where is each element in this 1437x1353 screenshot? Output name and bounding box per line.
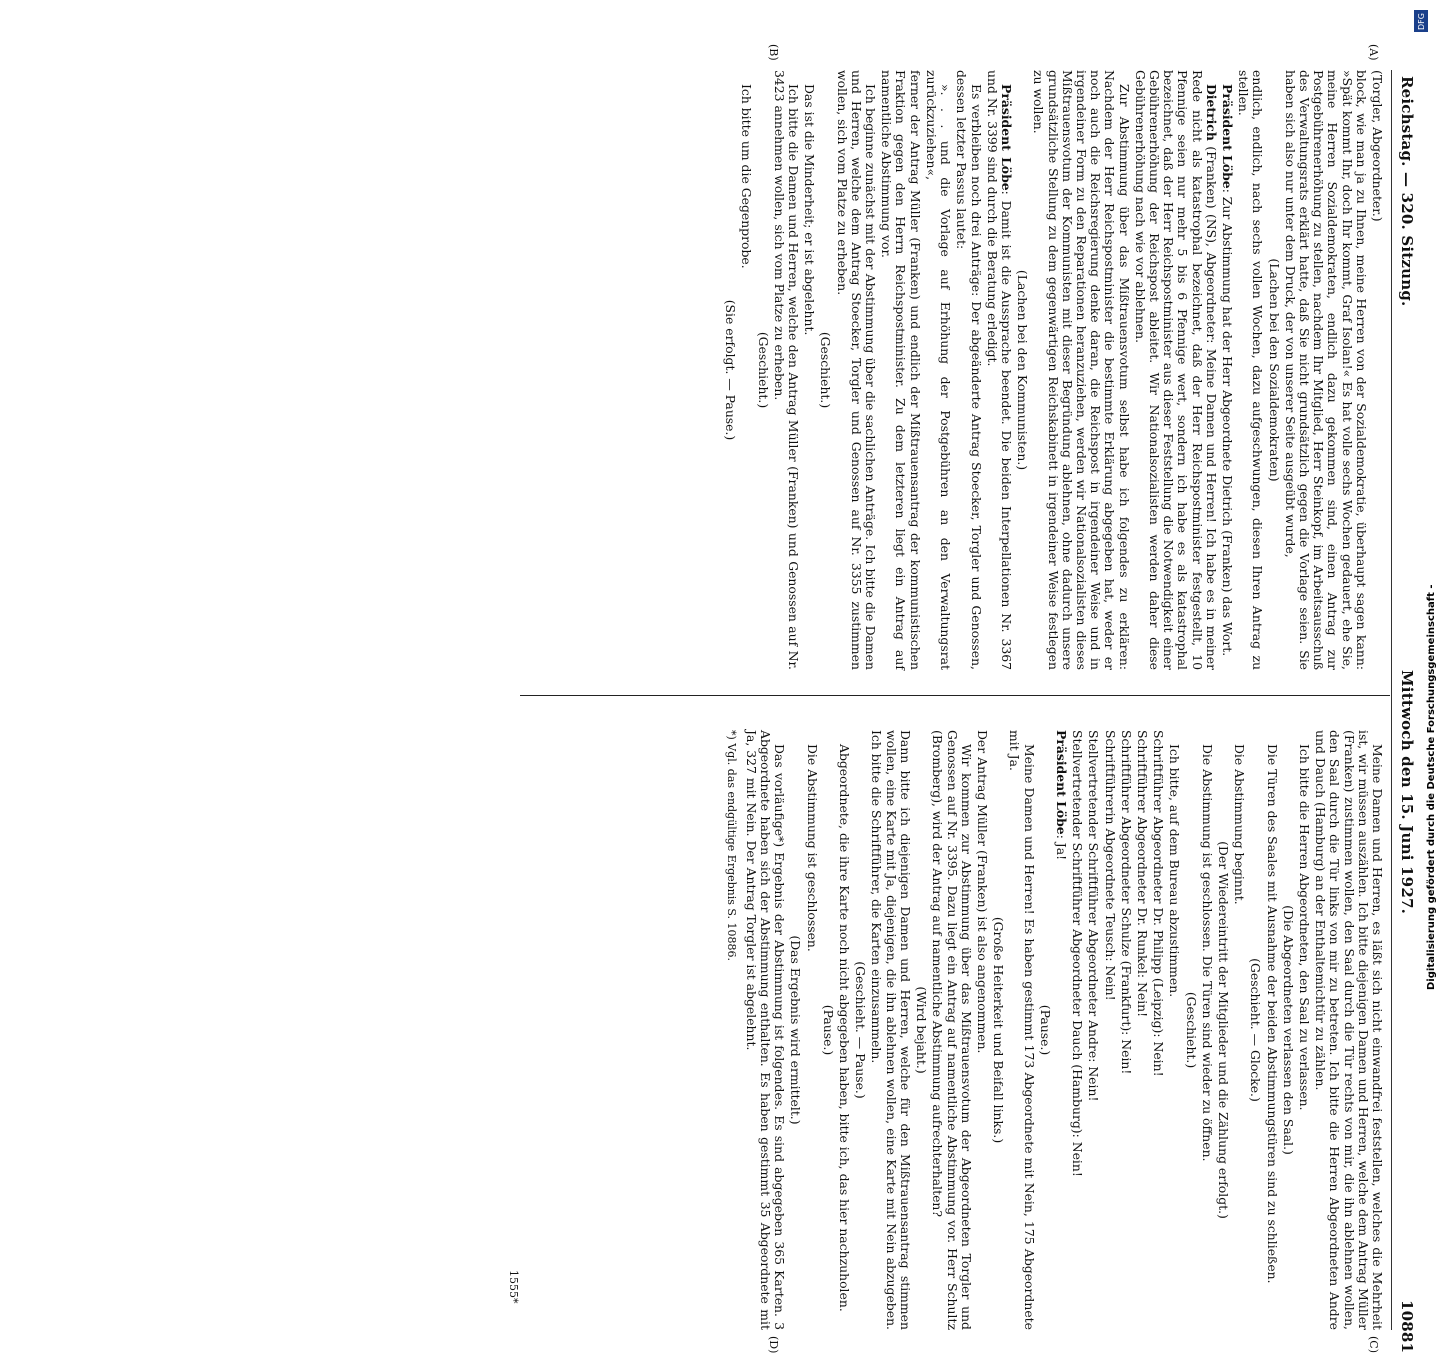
speaker-name: Präsident Löbe — [1053, 730, 1069, 835]
margin-mark-a: (A) — [1367, 44, 1380, 61]
paragraph: Stellvertretender Schriftführer Abgeordneter Dauch (Hamburg): Nein! — [1070, 730, 1086, 1177]
paragraph: Schriftführer Abgeordneter Schulze (Frankfurt): Nein! — [1118, 730, 1134, 1075]
margin-mark-c: (C) — [1367, 1336, 1380, 1353]
digitization-note: Digitalisierung gefördert durch die Deutsche Forschungsgemeinschaft - — [1426, 584, 1437, 990]
paragraph: (Pause.) — [820, 1004, 836, 1056]
paragraph: (Torgler, Abgeordneter.) — [1370, 70, 1385, 222]
column-left — [721, 70, 1384, 670]
rotated-page — [60, 30, 1420, 1353]
paragraph: Ich bitte die Damen und Herren, welche den Antrag Müller (Franken) und Genossen auf Nr. 3423 annehmen wollen, sich vom Platze zu erheben. — [771, 70, 802, 670]
paragraph: Ich beginne zunächst mit der Abstimmung über die sachlichen Anträge. Ich bitte die Damen und Herren, welche dem Antrag Stoecker, Torgler und Genossen auf Nr. 3355 zustimmen wollen, sich vom Platze zu erheben. — [834, 70, 879, 670]
page-content — [60, 30, 1420, 1353]
paragraph: Zur Abstimmung über das Mißtrauensvotum selbst habe ich folgendes zu erklären: Nachdem der Herr Reichspostminister die bestimmte Erklärung abgegeben hat, weder er noch auch die Reichsregierung denke daran, die Reichspost in irgendeiner Weise und in irgendeiner Form zu den Reparationen heranzuziehen, werden wir Nationalsozialisten dieses Mißtrauensvotum der Kommunisten mit dieser Begründung ablehnen, ohne dadurch unsere grundsätzliche Stellung zu dem gegenwärtigen Reichskabinett in irgendeiner Weise festlegen zu wollen. — [1031, 70, 1132, 670]
speaker-name: Präsident Löbe — [998, 84, 1014, 191]
paragraph: Meine Damen und Herren! Es haben gestimmt 173 Abgeordnete mit Nein, 175 Abgeordnete mit Ja. — [1007, 730, 1037, 1330]
paragraph: Ich bitte um die Gegenprobe. — [739, 84, 755, 269]
column-right — [721, 730, 1384, 1330]
paragraph: ». . . und die Vorlage auf Erhöhung der Postgebühren an den Verwaltungsrat zurückzuziehen«, — [923, 70, 954, 670]
dfg-logo: DFG — [1414, 10, 1428, 32]
paragraph: (Geschieht. — Pause.) — [853, 961, 869, 1099]
header-date: Mittwoch den 15. Juni 1927. — [1398, 670, 1416, 915]
paragraph: (Lachen bei den Kommunisten.) — [1015, 269, 1031, 471]
paragraph: (Geschieht. — Glocke.) — [1248, 958, 1264, 1102]
paragraph: Die Abstimmung ist geschlossen. — [804, 744, 820, 952]
paragraph: Präsident Löbe: Damit ist die Aussprache beendet. Die beiden Interpellationen Nr. 3367 und Nr. 3399 sind durch die Beratung erledigt. — [984, 70, 1014, 670]
signature-mark: 1555* — [507, 1270, 520, 1304]
paragraph: Ich bitte, auf dem Bureau abzustimmen. — [1167, 744, 1183, 998]
paragraph: Die Türen des Saales mit Ausnahme der beiden Abstimmungstüren sind zu schließen. — [1264, 744, 1280, 1284]
paragraph: Schriftführer Abgeordneter Dr. Runkel: Nein! — [1134, 730, 1150, 1018]
speaker-name: Präsident Löbe — [1219, 84, 1235, 189]
paragraph: Das vorläufige*) Ergebnis der Abstimmung ist folgendes. Es sind abgegeben 365 Karten. 3 Abgeordnete haben sich der Abstimmung enthalten. Es haben gestimmt 35 Abgeordnete mit Ja, 327 mit Nein. Der Antrag Torgler ist abgelehnt. — [743, 730, 788, 1330]
paragraph: (Geschieht.) — [1183, 991, 1199, 1069]
paragraph: (Der Wiedereintritt der Mitglieder und die Zählung erfolgt.) — [1215, 841, 1231, 1219]
paragraph: Stellvertretender Schriftführer Abgeordneter Andre: Nein! — [1086, 730, 1102, 1102]
header-left: Reichstag. — 320. Sitzung. — [1398, 76, 1416, 307]
paragraph: (Sie erfolgt. — Pause.) — [723, 299, 739, 441]
paragraph: (Pause.) — [1037, 1004, 1053, 1056]
paragraph: Schriftführer Abgeordneter Dr. Philipp (Leipzig): Nein! — [1151, 730, 1167, 1077]
paragraph: Abgeordnete, die ihre Karte noch nicht abgegeben haben, bitte ich, das hier nachzuholen. — [837, 744, 853, 1312]
paragraph: (Lachen bei den Sozialdemokraten) — [1266, 258, 1282, 482]
paragraph: Das ist die Minderheit; er ist abgelehnt. — [802, 84, 818, 336]
column-divider — [520, 695, 1390, 696]
margin-mark-d: (D) — [767, 1336, 780, 1353]
paragraph: Meine Damen und Herren, es läßt sich nicht einwandfrei feststellen, welches die Mehrheit ist, wir müssen auszählen. Ich bitte diejenigen Damen und Herren, welche dem Antrag Müller (Franken) zustimmen wollen, den Saal durch die Tür rechts von mir, die ihn ablehnen wollen, den Saal durch die Tür links von mir zu betreten. Ich bitte die Herren Abgeordneten Andre und Dauch (Hamburg) an der Enthaltemichtür zu zählen. — [1313, 730, 1385, 1330]
paragraph: Schriftführerin Abgeordnete Teusch: Nein! — [1102, 730, 1118, 1001]
paragraph: endlich, endlich, nach sechs vollen Wochen, dazu aufgeschwungen, diesen Ihren Antrag zu stellen. — [1236, 70, 1266, 670]
paragraph: (Geschieht.) — [818, 331, 834, 409]
paragraph: Dietrich (Franken) (NS), Abgeordneter: Meine Damen und Herren! Ich habe es in meiner Rede nicht als katastrophal bezeichnet, daß der Herr Reichspostminister festgestellt, 10 Pfennige seien nur mehr 5 bis 6 Pfennige wert, sondern ich habe es als katastrophal bezeichnet, daß der Herr Reichspostminister aus dieser Feststellung die Notwendigkeit einer Gebührenerhöhung der Reichspost ableitet. Wir Nationalsozialisten werden daher diese Gebührenerhöhung nach wie vor ablehnen. — [1132, 70, 1219, 670]
paragraph: Die Abstimmung ist geschlossen. Die Türen sind wieder zu öffnen. — [1199, 744, 1215, 1162]
paragraph: block, wie man ja zu Ihnen, meine Herren von der Sozialdemokratie, überhaupt sagen kann: »Spät kommt Ihr, doch Ihr kommt, Graf Isolan!« Es hat volle sechs Wochen gedauert, ehe Sie, meine Herren Sozialdemokraten, endlich dazu gekommen sind, einen Antrag zur Postgebührenerhöhung zu stellen, nachdem Ihr Mitglied, Herr Steinkopf, im Arbeitsausschuß des Verwaltungsrats erklärt hatte, daß Sie nicht grundsätzlich gegen die Vorlage seien. Sie haben sich also nur unter dem Druck, der von unserer Seite ausgeübt wurde, — [1282, 70, 1369, 670]
page-number: 10881 — [1398, 1300, 1416, 1353]
paragraph: Präsident Löbe: Ja! — [1053, 730, 1069, 861]
header-rule — [1391, 70, 1392, 1330]
paragraph: (Wird bejaht.) — [914, 986, 930, 1074]
paragraph: Wir kommen zur Abstimmung über das Mißtrauensvotum der Abgeordneten Torgler und Genossen auf Nr. 3395. Dazu liegt ein Antrag auf namentliche Abstimmung vor. Herr Schultz (Bromberg), wird der Antrag auf namentliche Abstimmung aufrechterhalten? — [930, 730, 974, 1330]
paragraph: Dann bitte ich diejenigen Damen und Herren, welche für den Mißtrauensantrag stimmen wollen, eine Karte mit Ja, diejenigen, die ihn ablehnen wollen, eine Karte mit Nein abzugeben. Ich bitte die Schriftführer, die Karten einzusammeln. — [869, 730, 913, 1330]
paragraph: (Das Ergebnis wird ermittelt.) — [788, 935, 804, 1125]
paragraph: Es verbleiben noch drei Anträge: Der abgeänderte Antrag Stoecker, Torgler und Genossen, dessen letzter Passus lautet: — [954, 70, 984, 670]
paragraph: Die Abstimmung beginnt. — [1232, 744, 1248, 905]
paragraph: (Die Abgeordneten verlassen den Saal.) — [1280, 905, 1296, 1155]
paragraph: (Geschieht.) — [755, 331, 771, 409]
paragraph: Ich bitte die Herren Abgeordneten, den Saal zu verlassen. — [1296, 744, 1312, 1111]
paragraph: Präsident Löbe: Zur Abstimmung hat der Herr Abgeordnete Dietrich (Franken) das Wort. — [1219, 84, 1235, 657]
margin-mark-b: (B) — [767, 44, 780, 61]
paragraph: ferner der Antrag Müller (Franken) und endlich der Mißtrauensantrag der kommunistischen Fraktion gegen den Herrn Reichspostminister. Zu dem letzteren liegt ein Antrag auf namentliche Abstimmung vor. — [879, 70, 923, 670]
footnote: *) Vgl. das endgültige Ergebnis S. 10886. — [724, 730, 738, 962]
paragraph: (Große Heiterkeit und Beifall links.) — [991, 916, 1007, 1144]
speaker-name: Dietrich — [1203, 84, 1219, 141]
paragraph: Der Antrag Müller (Franken) ist also angenommen. — [974, 730, 990, 1054]
